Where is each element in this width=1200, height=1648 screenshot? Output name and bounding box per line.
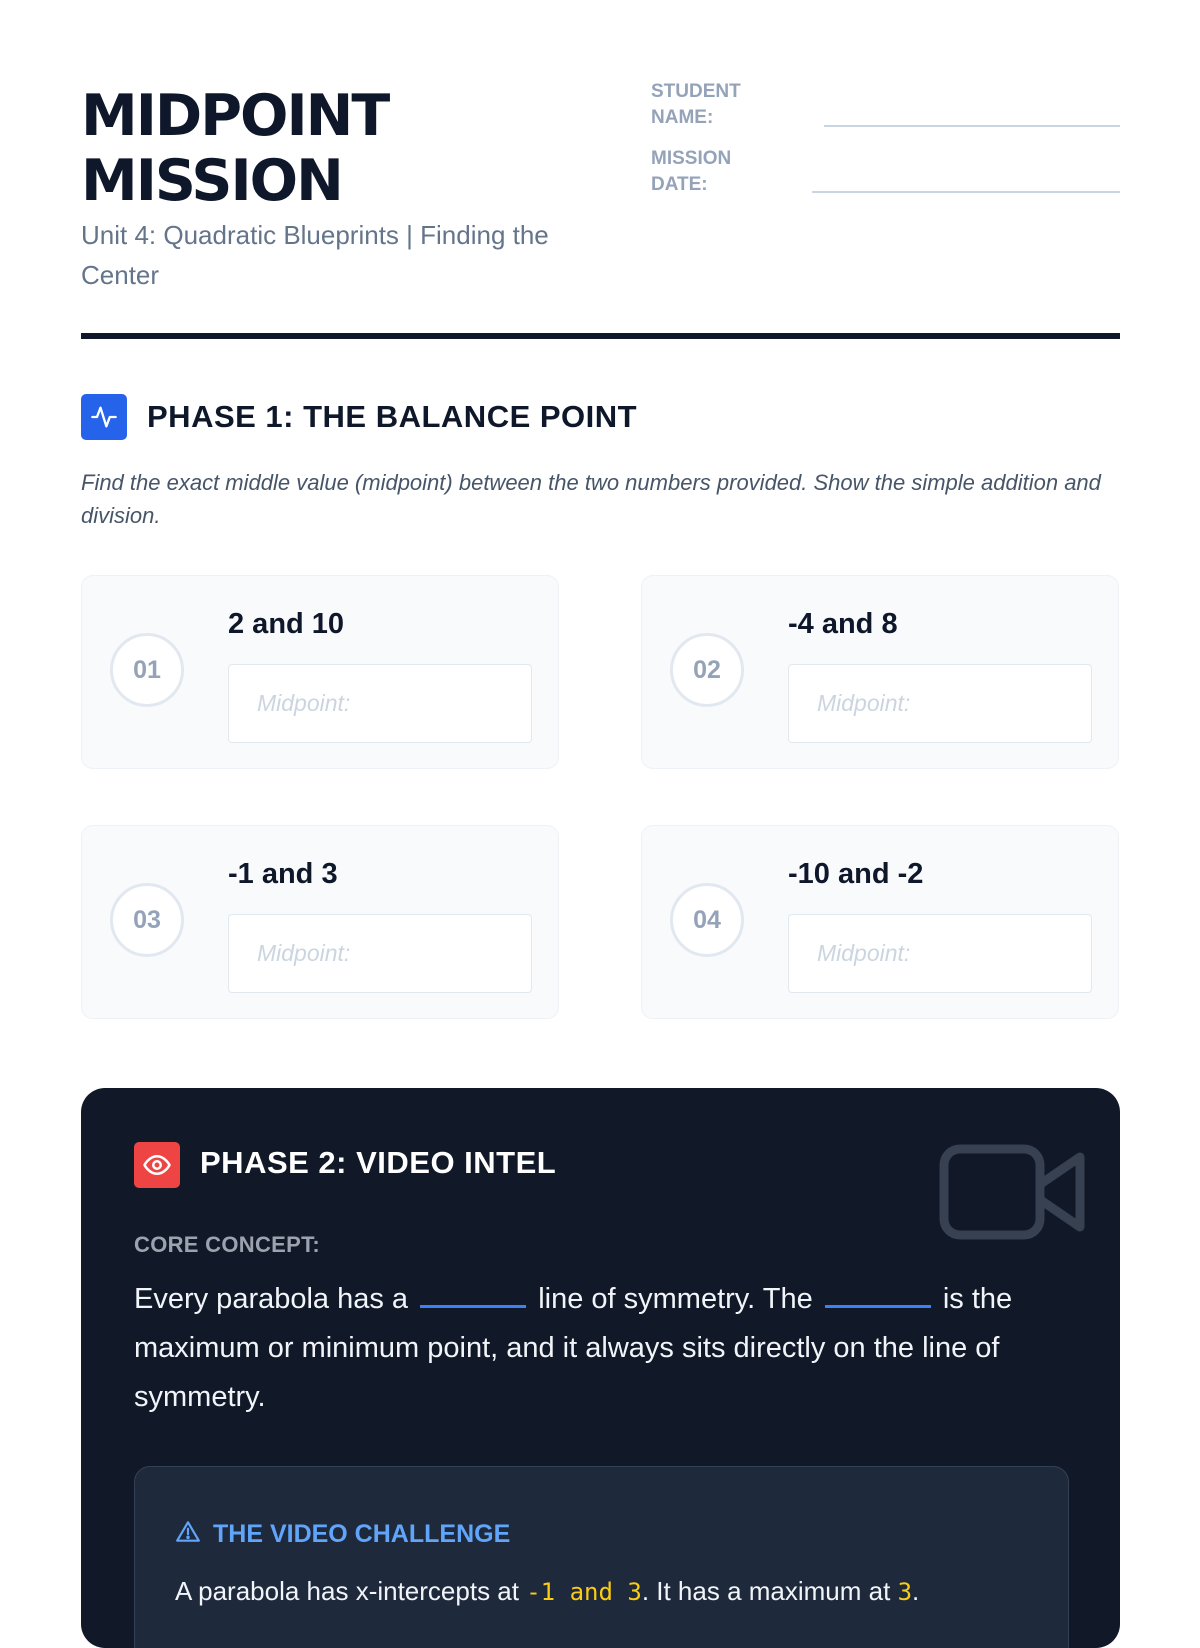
problem-question: -1 and 3 (228, 858, 338, 890)
phase1-title: PHASE 1: THE BALANCE POINT (147, 399, 638, 434)
core-text-part2: line of symmetry. The (538, 1283, 813, 1315)
challenge-header (175, 1519, 510, 1550)
title-line-1: MIDPOINT (81, 83, 389, 149)
midpoint-input[interactable] (788, 664, 1092, 743)
mission-date-field[interactable] (812, 191, 1120, 193)
challenge-code-intercepts: -1 and 3 (526, 1578, 642, 1606)
midpoint-input[interactable] (228, 664, 532, 743)
student-name-label: STUDENT NAME: (651, 81, 741, 128)
problem-number: 03 (110, 883, 184, 957)
challenge-text (175, 1573, 1035, 1610)
problem-question: -4 and 8 (788, 608, 898, 640)
fill-blank-2[interactable] (825, 1275, 931, 1308)
core-concept-text (134, 1275, 1074, 1422)
page-title (81, 84, 621, 214)
eye-icon (134, 1142, 180, 1188)
header-divider (81, 333, 1120, 339)
midpoint-input[interactable] (228, 914, 532, 993)
fill-blank-1[interactable] (420, 1275, 526, 1308)
phase2-title: PHASE 2: VIDEO INTEL (200, 1145, 557, 1180)
problem-number: 02 (670, 633, 744, 707)
core-text-part3: is the maximum or minimum point, and it always sits directly on the line of symmetry. (134, 1283, 1013, 1413)
problem-question: 2 and 10 (228, 608, 345, 640)
problem-number: 04 (670, 883, 744, 957)
problem-card (81, 575, 559, 769)
worksheet-page (81, 0, 1120, 1606)
video-camera-icon (938, 1143, 1086, 1246)
activity-pulse-icon (81, 394, 127, 440)
challenge-part1: A parabola has x-intercepts at (175, 1576, 519, 1606)
core-text-part1: Every parabola has a (134, 1283, 409, 1315)
phase1-instructions: Find the exact middle value (midpoint) between the two numbers provided. Show the simple addition and division. (81, 470, 1101, 528)
midpoint-input[interactable] (788, 914, 1092, 993)
problem-card (641, 575, 1119, 769)
challenge-code-maximum: 3 (897, 1578, 913, 1606)
problem-card (81, 825, 559, 1019)
student-name-field[interactable] (824, 125, 1120, 127)
challenge-title: THE VIDEO CHALLENGE (213, 1520, 511, 1548)
core-concept-label: CORE CONCEPT: (134, 1232, 321, 1257)
challenge-part2: . It has a maximum at (641, 1576, 891, 1606)
problem-number: 01 (110, 633, 184, 707)
problem-question: -10 and -2 (788, 858, 924, 890)
challenge-part3: . (912, 1576, 920, 1606)
phase2-panel (81, 1088, 1120, 1648)
problem-card (641, 825, 1119, 1019)
warning-triangle-icon (175, 1519, 201, 1550)
page-subtitle: Unit 4: Quadratic Blueprints | Finding the Center (81, 220, 549, 290)
video-challenge-box (134, 1466, 1069, 1648)
title-line-2: MISSION (81, 148, 342, 214)
mission-date-label: MISSION DATE: (651, 148, 732, 195)
